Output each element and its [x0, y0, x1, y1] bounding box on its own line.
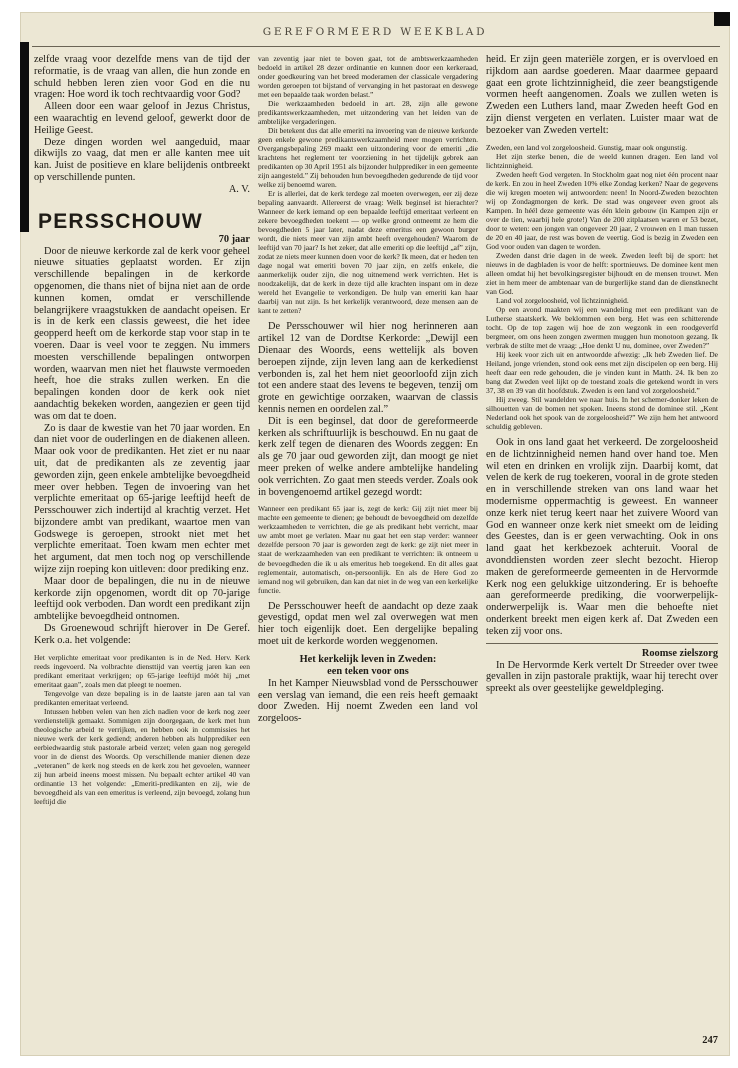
column-1 [34, 54, 250, 806]
scanned-page [20, 12, 730, 1056]
page-number: 247 [702, 1035, 718, 1046]
body-paragraph: In het Kamper Nieuwsblad vond de Persschouwer een verslag van iemand, die een reis heeft gemaakt door Zweden. Hij noemt Zweden een land vol zorgeloos- [258, 677, 478, 725]
subheading: een teken voor ons [327, 665, 409, 677]
quote-paragraph: Op een avond maakten wij een wandeling met een predikant van de Lutherse staatskerk. We beklommen een berg. Het was een schitterende tocht. Op de top zagen wij hoe de zon wegzonk in een roodgeverfd bergmeer, om ons heen zongen zwermen muggen hun monotoon gezang. Ik verbrak de stilte met de vraag: „Hoe denkt U nu, dominee, over Zweden?” [486, 304, 718, 350]
body-paragraph: Maar door de bepalingen, die nu in de nieuwe kerkorde zijn opgenomen, wordt dit op 70-jarige leeftijd ook verboden. Dan wordt een predikant zijn ambtelijke bevoegdheid ontnomen. [34, 575, 250, 623]
page-corner [714, 12, 730, 26]
intro-paragraph: Alleen door een waar geloof in Jezus Christus, een waarachtig en levend geloof, gewerkt door de Heilige Geest. [34, 101, 250, 136]
body-paragraph: heid. Er zijn geen materiële zorgen, er is overvloed en rijkdom aan aardse goederen. Maar daarmee gepaard gaat een grote lichtzinnigheid, die zeer beangstigende vormen heeft aangenomen. Zoals we zullen weten is Zweden een Luthers land, maar Zweden heeft God en zijn dienst vergeten en verlaten. Luister maar wat de bezoeker van Zweden vertelt: [486, 54, 718, 136]
signature-line [34, 184, 250, 196]
quote-paragraph: Zweden heeft God vergeten. In Stockholm gaat nog niet één procent naar de kerk. En zou in heel Zweden 10% elke Zondag kerken? Naar de gegevens die wij kregen moeten wij antwoorden: neen! In Noord-Zweden bezochten wij op Zondagmorgen de kerk. De stad was ongeveer even groot als Kampen. In héél deze gemeente was één klein gebouw (in Kampen zijn er over de tien, waarbij hele grote!) Van de 200 zitplaatsen waren er 53 bezet, door te weten: een jongen van ongeveer 20 jaar, 2 vrouwen en 1 man tussen de 20 en 40 jaar, de rest was boven de veertig. God is bezig in Zweden een God voor ouden van dagen te worden. [486, 169, 718, 251]
column-2 [258, 54, 478, 725]
quote-paragraph: Wanneer een predikant 65 jaar is, zegt de kerk: Gij zijt niet meer bij machte een gemeente te dienen; ge behoudt de bevoegdheid om dezelfde werkzaamheden te verrichten, die ge als predikant hebt verricht, maar uw ambt moet ge verlaten. Maar nu gaat het een stap verder: wanneer dezelfde persoon 70 jaar is geworden zegt de kerk: ge zijt niet meer in staat de werkzaamheden van een predikant te verrichten: ik ontneem u de bevoegdheden die ik u als emeritus heb toegekend. En dit alles gaat reglementair, automatisch, on-persoonlijk. En als de Here God zo iemand nog wil gebruiken, dan kan dat niet in de weg van een kerkelijke functie. [258, 504, 478, 595]
body-paragraph: De Persschouwer heeft de aandacht op deze zaak gevestigd, opdat men wel zal overwegen wat men hier toch eigenlijk doet. Een dergelijke bepaling moet uit de kerkorde worden weggenomen. [258, 600, 478, 647]
quote-paragraph: Het verplichte emeritaat voor predikanten is in de Ned. Herv. Kerk reeds ingevoerd. Na volbrachte diensttijd van veertig jaren kan een predikant emeritaat verkrijgen; op 65-jarige leeftijd móét hij „met emeritaat gaan”, zoals men dat pleegt te noemen. [34, 652, 250, 689]
quote-paragraph: Er is allerlei, dat de kerk terdege zal moeten overwegen, eer zij deze bepaling aanvaardt. Allereerst de vraag: Welk beginsel ist hierachter? Wanneer de kerk iemand op een bepaalde leeftijd emeritaat verleent en zekere bevoegdheden toekent — op welke grond ontneemt ze hem die bevoegdheden 5 jaar later, nadat deze emeritus een gewoon burger wordt, die niets meer van zijn ambt heeft overgehouden? Waarom de leeftijd van 70 jaar? Is het zeker, dat alle emeriti op die leeftijd „af” zijn, zodat ze niets meer kunnen doen voor de kerk? Ik meen, dat er heden ten dage nogal wat emeriti boven 70 jaar zijn, en zelfs enkele, die aanmerkelijk ouder zijn, die nog uitnemend werk verrichten. Het is noodzakelijk, dat de kerk in deze tijd alle krachten inspant om in deze wereld het Evangelie te verkondigen. De hulp van emeriti kan haar daarbij van nut zijn. Is het kerkelijk verantwoord, deze mensen aan de kant te zetten? [258, 189, 478, 316]
quote-paragraph: Tengevolge van deze bepaling is in de laatste jaren aan tal van predikanten emeritaat verleend. [34, 688, 250, 707]
body-paragraph: De Persschouwer wil hier nog herinneren aan artikel 12 van de Dordtse Kerkorde: „Dewijl een Dienaar des Woords, eens wettelijk als boven beroepen zijnde, zijn leven lang aan de kerkedienst verbonden is, zal het hem niet geoorloofd zijn zich tot een andere staat des levens te begeven, tenzij om grote en gewichtige oorzaken, waarvan de classis kennis nemen en oordelen zal.” [258, 321, 478, 416]
quote-paragraph: Het zijn sterke benen, die de weeld kunnen dragen. Een land vol lichtzinnigheid. [486, 151, 718, 170]
quote-paragraph: Land vol zorgeloosheid, vol lichtzinnigheid. [496, 295, 629, 305]
quote-paragraph: van zeventig jaar niet te boven gaat, tot de ambtswerkzaamheden bedoeld in artikel 28 dezer ordinantie en kunnen door een kerkeraad, onder goedkeuring van het breed moderamen der classicale vergadering worden geroepen tot bijstand of vervanging in het pastoraat en deswege met een bepaalde taak worden belast.” [258, 54, 478, 100]
body-paragraph: Door de nieuwe kerkorde zal de kerk voor geheel nieuwe situaties geplaatst worden. Er zijn verschillende bepalingen in de kerkorde opgenomen, die thans niet of bijna niet aan de orde kunnen komen, omdat er verschillende belangrijkere vraagstukken de aandacht opeisen. Er is in de kerk een classis geweest, die het idee geopperd heeft om de kerkorde stap voor stap in te voeren. Daar is veel voor te zeggen. Nu immers moesten verschillende bepalingen ontworpen worden, waarvan men niet het flauwste vermoeden heeft, hoe die straks zullen werken. En die bepalingen konden door de kerk ook niet aandachtig bekeken worden, aangezien er geen tijd was om dat te doen. [34, 245, 250, 422]
subheading: Roomse zielszorg [641, 647, 718, 659]
intro-paragraph: zelfde vraag voor dezelfde mens van de tijd der reformatie, is de vraag van allen, die hun zonde en schuld hebben leren zien voor God en die nu vragen: Hoe word ik toch rechtvaardig voor God? [34, 54, 250, 101]
section-title: PERSSCHOUW [38, 209, 203, 233]
body-paragraph: Zo is daar de kwestie van het 70 jaar worden. En dan niet voor de ouderlingen en de diakenen alleen. Maar ook voor de predikanten. Het ziet er nu naar uit, dat de predikanten als ze zeventig jaar geworden zijn, geen enkele ambtelijke bevoegdheid meer over hebben. Tegen de invoering van het verplichte emeritaat op 65-jarige leeftijd heeft de Persschouwer zich indertijd al krachtig verzet. Het bijzondere ambt van predikant, waartoe men van Godswege is geroepen, strookt niet met het verplichte emeritaat. Toen kwam men echter met het argument, dat men toch nog op verschillende wijze zijn roeping kon uitleven: door prediking enz. [34, 422, 250, 576]
body-paragraph: Ook in ons land gaat het verkeerd. De zorgeloosheid en de lichtzinnigheid nemen hand over hand toe. Men wil eten en drinken en vrolijk zijn. Daarbij komt, dat velen de kerk de rug toekeren, vooral in de grote steden en in verschillende streken van ons land waar het modernisme oppermachtig is geweest. En wanneer onze kerk niet terug keert naar het zuivere Woord van God en wanneer onze kerk niet smeekt om de leiding des Geestes, dan is er geen verwachting. Ook in ons land gaat het kerkbezoek achteruit. Vooral de avonddiensten worden zeer slecht bezocht. Hierop maken de gereformeerde gemeenten in de Hervormde Kerk nog een gelukkige uitzondering. Er is behoefte aan gereformeerde prediking, die voorwerpelijk-onderwerpelijk is. Waar men die behoefte niet onderkent breekt men eigen kerk af. Dat Zweden een teken zij voor ons. [486, 437, 718, 637]
running-title: GEREFORMEERD WEEKBLAD [262, 26, 488, 38]
divider [486, 643, 718, 644]
quote-paragraph: Zweden danst drie dagen in de week. Zweden leeft bij de sport: het nieuws in de dagbladen is voor de helft: sportnieuws. De dominee kent men alleen omdat hij het bevolkingsregister bijhoudt en de mensen trouwt. Men ziet in hem meer de ambtenaar van de burgerlijke stand dan de dienstknecht van God. [486, 250, 718, 296]
quote-paragraph: Hij keek voor zich uit en antwoordde afwezig: „Ik heb Zweden lief. De Heiland, jonge vrienden, stond ook eens met zijn discipelen op een berg. Hij heeft daar een rede gehouden, die je vinden kunt in Matth. 24. Ik ben zo bang dat Zweden veel lijkt op de toestand zoals die getekend wordt in vers 37, 38 en 39 van dit hoofdstuk. Zweden is een land vol zorgeloosheid.” [486, 349, 718, 395]
body-paragraph: In De Hervormde Kerk vertelt Dr Streeder over twee gevallen in zijn pastorale praktijk, waar hij terecht over spreekt als over geestelijke geweldpleging. [486, 659, 718, 695]
header-rule [32, 46, 720, 47]
intro-paragraph: Deze dingen worden wel aangeduid, maar dikwijls zo vaag, dat men er alle kanten mee uit kan. Juist de positieve en klare belijdenis ontbreekt op verschillende punten. [34, 136, 250, 183]
subheading: 70 jaar [218, 233, 250, 245]
quote-paragraph: Intussen hebben velen van hen zich nadien voor de kerk nog zeer verdienstelijk gemaakt. Sommigen zijn doorgegaan, de kerk met hun theologische arbeid te verrijken, en hebben ook in commissies het nieuwe werk der kerk gediend; anderen hebben als hulpprediker een eerbiedwaardig stuk pastorale arbeid verzet; velen gaan nog geregeld voor in de dienst des Woords. Op verschillende manier dienen deze „veteranen” de kerk nog steeds en de kerk zou het gevoelen, wanneer zij hun arbeid ineens moest missen. Nu bepaalt echter artikel 40 van ordinantie 13 het volgende: „Emeriti-predikanten en zij, wie de bevoegdheid als van een emeritus is verleend, zijn bevoegd, zolang hun leeftijd die [34, 706, 250, 806]
quote-paragraph: Die werkzaamheden bedoeld in art. 28, zijn alle gewone predikantswerkzaamheden, met uitzondering van het leiden van de ambtelijke vergaderingen. [258, 99, 478, 127]
quote-paragraph: Hij zweeg. Stil wandelden we naar huis. In het schemer-donker leken de silhouetten van de bomen net spoken. Ineens stond de dominee stil. „Kent Nederland ook het spook van de zorgeloosheid?” We zijn hem het antwoord schuldig gebleven. [486, 395, 718, 432]
quote-paragraph: Zweden, een land vol zorgeloosheid. Gunstig, maar ook ongunstig. [486, 142, 688, 152]
column-3 [486, 54, 718, 695]
binding-tab [20, 42, 29, 232]
signature: A. V. [228, 183, 250, 195]
quote-paragraph: Dit betekent dus dat alle emeriti na invoering van de nieuwe kerkorde geen enkele gewone predikantswerkzaamheid meer mogen verrichten. Overgangsbepaling 269 maakt een uitzondering voor de emeriti „die krachtens het reglement ter voorziening in het tijdelijk gebrek aan predikanten op 30 April 1951 als bijzonder hulpprediker in een gemeente zijn aangesteld.” Zij behouden hun bevoegdheden gedurende de tijd voor welke zij benoemd waren. [258, 126, 478, 190]
subheading: Het kerkelijk leven in Zweden: [299, 653, 437, 665]
body-paragraph: Ds Groenewoud schrijft hierover in De Geref. Kerk o.a. het volgende: [34, 623, 250, 646]
body-paragraph: Dit is een beginsel, dat door de gereformeerde kerken als schriftuurlijk is beschouwd. En nu gaat de kerk zelf tegen de dienaren des Woords zeggen: En als ge 70 jaar oud geworden zijt, dan moogt ge niet meer preken of welke andere ambtelijke handeling ook verrichten. Zo gaat men steeds verder. Zoals ook in bovengenoemd artikel gezegd wordt: [258, 415, 478, 498]
